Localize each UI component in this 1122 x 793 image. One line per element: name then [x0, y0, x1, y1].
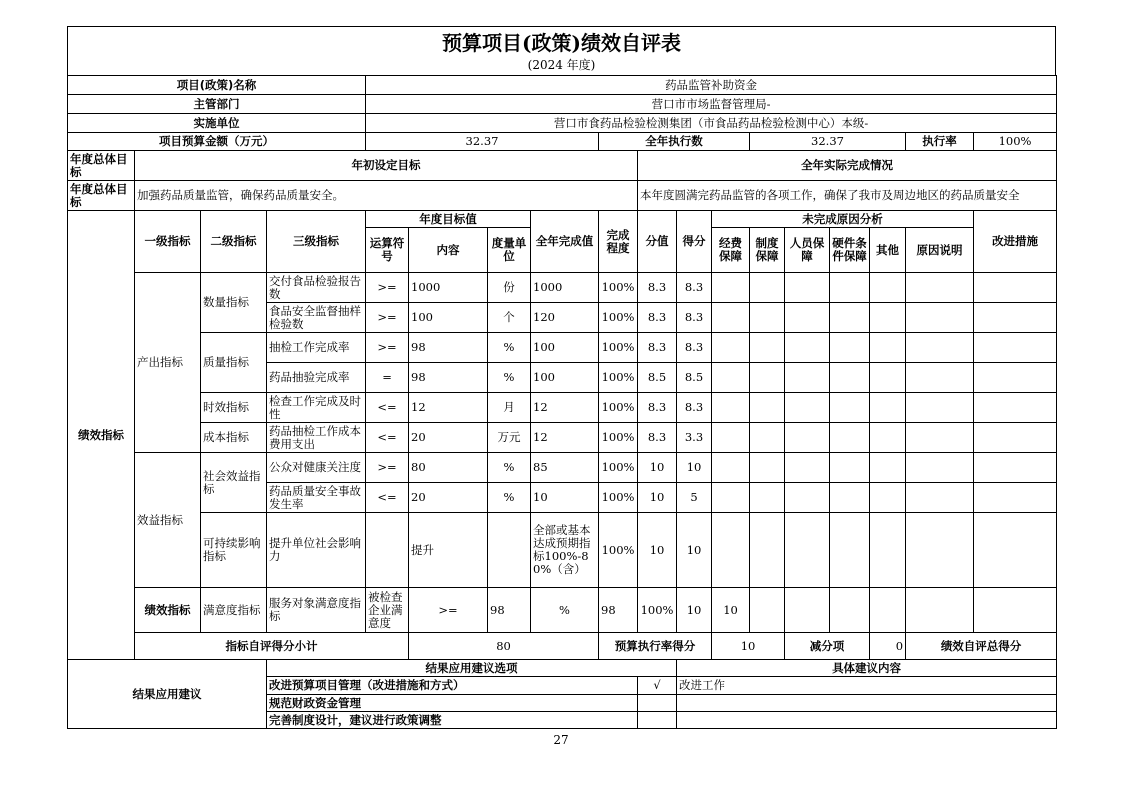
table-row — [68, 273, 1057, 303]
indicator-got: 8.3 — [677, 333, 712, 363]
goal-label: 年度总体目标 — [68, 151, 135, 181]
indicator-got: 8.3 — [677, 273, 712, 303]
subtotal-label: 指标自评得分小计 — [135, 633, 409, 660]
deduct-label: 减分项 — [785, 633, 870, 660]
indicator-content: 98 — [409, 333, 488, 363]
indicator-op: <= — [366, 423, 409, 453]
got-header: 得分 — [677, 211, 712, 273]
indicator-degree: 100% — [599, 423, 638, 453]
indicator-score: 8.3 — [638, 303, 677, 333]
indicator-name: 药品质量安全事故发生率 — [267, 483, 366, 513]
indicator-actual: 98 — [599, 588, 638, 633]
indicator-score: 10 — [638, 483, 677, 513]
indicator-score: 8.3 — [638, 333, 677, 363]
result-option: 完善制度设计，建议进行政策调整 — [267, 712, 638, 729]
indicator-actual: 120 — [531, 303, 599, 333]
table-row — [68, 393, 1057, 423]
indicator-content: 80 — [409, 453, 488, 483]
indicator-score: 10 — [677, 588, 712, 633]
quality-label: 质量指标 — [201, 333, 267, 393]
result-detail — [677, 712, 1057, 729]
timely-label: 时效指标 — [201, 393, 267, 423]
result-check — [638, 695, 677, 712]
score-header: 分值 — [638, 211, 677, 273]
dept-label: 主管部门 — [68, 95, 366, 114]
indicator-unit: % — [488, 483, 531, 513]
indicator-unit: 万元 — [488, 423, 531, 453]
hardware-header: 硬件条件保障 — [830, 228, 870, 273]
indicator-content: 98 — [488, 588, 531, 633]
sustain-label: 可持续影响指标 — [201, 513, 267, 588]
indicator-degree: 100% — [599, 303, 638, 333]
indicator-actual: 85 — [531, 453, 599, 483]
exec-value: 32.37 — [750, 133, 906, 151]
content-header: 内容 — [409, 228, 488, 273]
budget-value: 32.37 — [366, 133, 599, 151]
reason-header: 未完成原因分析 — [712, 211, 974, 228]
indicator-got: 10 — [677, 453, 712, 483]
indicator-actual: 100 — [531, 363, 599, 393]
indicator-name: 食品安全监督抽样检验数 — [267, 303, 366, 333]
indicator-unit — [488, 513, 531, 588]
indicator-got: 8.5 — [677, 363, 712, 393]
result-check: √ — [638, 677, 677, 695]
improve-header: 改进措施 — [974, 211, 1057, 273]
indicator-content: 12 — [409, 393, 488, 423]
dept-value: 营口市市场监督管理局- — [366, 95, 1057, 114]
degree-header: 完成程度 — [599, 211, 638, 273]
indicator-op: >= — [409, 588, 488, 633]
indicator-actual: 10 — [531, 483, 599, 513]
indicator-degree: 100% — [599, 393, 638, 423]
indicator-content: 提升 — [409, 513, 488, 588]
indicator-got: 10 — [712, 588, 750, 633]
indicator-score: 10 — [638, 453, 677, 483]
deduct-value: 0 — [870, 633, 906, 660]
target-header: 年度目标值 — [366, 211, 531, 228]
indicator-op: <= — [366, 483, 409, 513]
indicator-unit: 月 — [488, 393, 531, 423]
indicator-actual: 12 — [531, 423, 599, 453]
indicator-unit: % — [488, 363, 531, 393]
indicator-got: 8.3 — [677, 393, 712, 423]
exec-score-label: 预算执行率得分 — [599, 633, 712, 660]
indicator-actual: 12 — [531, 393, 599, 423]
indicator-actual: 全部或基本达成预期指标100%-80%（含） — [531, 513, 599, 588]
goal-initial-text: 加强药品质量监管，确保药品质量安全。 — [135, 181, 638, 211]
actual-header: 全年完成值 — [531, 211, 599, 273]
indicator-score: 10 — [638, 513, 677, 588]
evaluation-sheet — [67, 26, 1056, 729]
rate-label: 执行率 — [906, 133, 974, 151]
satisfaction-section-label: 绩效指标 — [135, 588, 201, 633]
table-row — [68, 423, 1057, 453]
indicator-op: <= — [366, 393, 409, 423]
indicator-op — [366, 513, 409, 588]
page-number: 27 — [553, 733, 569, 747]
evaluation-table — [67, 75, 1057, 729]
project-name-value: 药品监管补助资金 — [366, 76, 1057, 95]
indicator-name: 公众对健康关注度 — [267, 453, 366, 483]
year-label: (2024 年度) — [527, 58, 596, 72]
indicator-unit: % — [531, 588, 599, 633]
table-row — [68, 453, 1057, 483]
indicator-section-label: 绩效指标 — [68, 211, 135, 660]
goal-initial-header: 年初设定目标 — [135, 151, 638, 181]
indicator-degree: 100% — [599, 333, 638, 363]
staff-header: 人员保障 — [785, 228, 830, 273]
result-detail: 改进工作 — [677, 677, 1057, 695]
table-row — [68, 333, 1057, 363]
indicator-op: >= — [366, 333, 409, 363]
goal-label-2: 年度总体目标 — [68, 181, 135, 211]
goal-actual-text: 本年度圆满完药品监管的各项工作，确保了我市及周边地区的药品质量安全 — [638, 181, 1057, 211]
explain-header: 原因说明 — [906, 228, 974, 273]
indicator-unit: % — [488, 333, 531, 363]
indicator-score: 8.3 — [638, 423, 677, 453]
indicator-degree: 100% — [599, 363, 638, 393]
indicator-unit: 个 — [488, 303, 531, 333]
indicator-name: 药品抽验完成率 — [267, 363, 366, 393]
page-title: 预算项目(政策)绩效自评表 — [442, 31, 681, 55]
table-row — [68, 513, 1057, 588]
subtotal-value: 80 — [409, 633, 599, 660]
unit-header: 度量单位 — [488, 228, 531, 273]
indicator-op: = — [366, 363, 409, 393]
indicator-score: 8.5 — [638, 363, 677, 393]
indicator-name: 被检查企业满意度 — [366, 588, 409, 633]
sheet-header — [67, 26, 1056, 75]
indicator-name: 提升单位社会影响力 — [267, 513, 366, 588]
benefit-label: 效益指标 — [135, 453, 201, 588]
indicator-got: 3.3 — [677, 423, 712, 453]
indicator-op: >= — [366, 303, 409, 333]
indicator-degree: 100% — [638, 588, 677, 633]
indicator-actual: 1000 — [531, 273, 599, 303]
result-option: 改进预算项目管理（改进措施和方式） — [267, 677, 638, 695]
unit-value: 营口市食药品检验检测集团（市食品药品检验检测中心）本级- — [366, 114, 1057, 133]
indicator-name: 检查工作完成及时性 — [267, 393, 366, 423]
total-label: 绩效自评总得分 — [906, 633, 1057, 660]
indicator-name: 抽检工作完成率 — [267, 333, 366, 363]
indicator-degree: 100% — [599, 513, 638, 588]
indicator-op: >= — [366, 273, 409, 303]
indicator-unit: % — [488, 453, 531, 483]
indicator-content: 100 — [409, 303, 488, 333]
social-label: 社会效益指标 — [201, 453, 267, 513]
indicator-got: 10 — [677, 513, 712, 588]
indicator-got: 8.3 — [677, 303, 712, 333]
result-detail — [677, 695, 1057, 712]
indicator-name: 药品抽检工作成本费用支出 — [267, 423, 366, 453]
indicator-got: 5 — [677, 483, 712, 513]
results-label: 结果应用建议 — [68, 660, 267, 729]
system-header: 制度保障 — [750, 228, 785, 273]
indicator-content: 98 — [409, 363, 488, 393]
indicator-score: 8.3 — [638, 393, 677, 423]
satisfaction-label: 满意度指标 — [201, 588, 267, 633]
indicator-content: 1000 — [409, 273, 488, 303]
project-name-label: 项目(政策)名称 — [68, 76, 366, 95]
cost-label: 成本指标 — [201, 423, 267, 453]
budget-label: 项目预算金额（万元） — [68, 133, 366, 151]
result-check — [638, 712, 677, 729]
indicator-score: 8.3 — [638, 273, 677, 303]
result-option: 规范财政资金管理 — [267, 695, 638, 712]
indicator-degree: 100% — [599, 483, 638, 513]
level2-header: 二级指标 — [201, 211, 267, 273]
indicator-degree: 100% — [599, 453, 638, 483]
indicator-op: >= — [366, 453, 409, 483]
exec-score-value: 10 — [712, 633, 785, 660]
exec-label: 全年执行数 — [599, 133, 750, 151]
indicator-content: 20 — [409, 483, 488, 513]
results-content-header: 具体建议内容 — [677, 660, 1057, 677]
indicator-unit: 份 — [488, 273, 531, 303]
funds-header: 经费保障 — [712, 228, 750, 273]
indicator-content: 20 — [409, 423, 488, 453]
service-label: 服务对象满意度指标 — [267, 588, 366, 633]
goal-actual-header: 全年实际完成情况 — [638, 151, 1057, 181]
level3-header: 三级指标 — [267, 211, 366, 273]
quantity-label: 数量指标 — [201, 273, 267, 333]
op-header: 运算符号 — [366, 228, 409, 273]
level1-header: 一级指标 — [135, 211, 201, 273]
unit-label: 实施单位 — [68, 114, 366, 133]
indicator-name: 交付食品检验报告数 — [267, 273, 366, 303]
other-header: 其他 — [870, 228, 906, 273]
results-options-header: 结果应用建议选项 — [267, 660, 677, 677]
indicator-actual: 100 — [531, 333, 599, 363]
table-row — [68, 588, 1057, 633]
rate-value: 100% — [974, 133, 1057, 151]
indicator-degree: 100% — [599, 273, 638, 303]
output-label: 产出指标 — [135, 273, 201, 453]
